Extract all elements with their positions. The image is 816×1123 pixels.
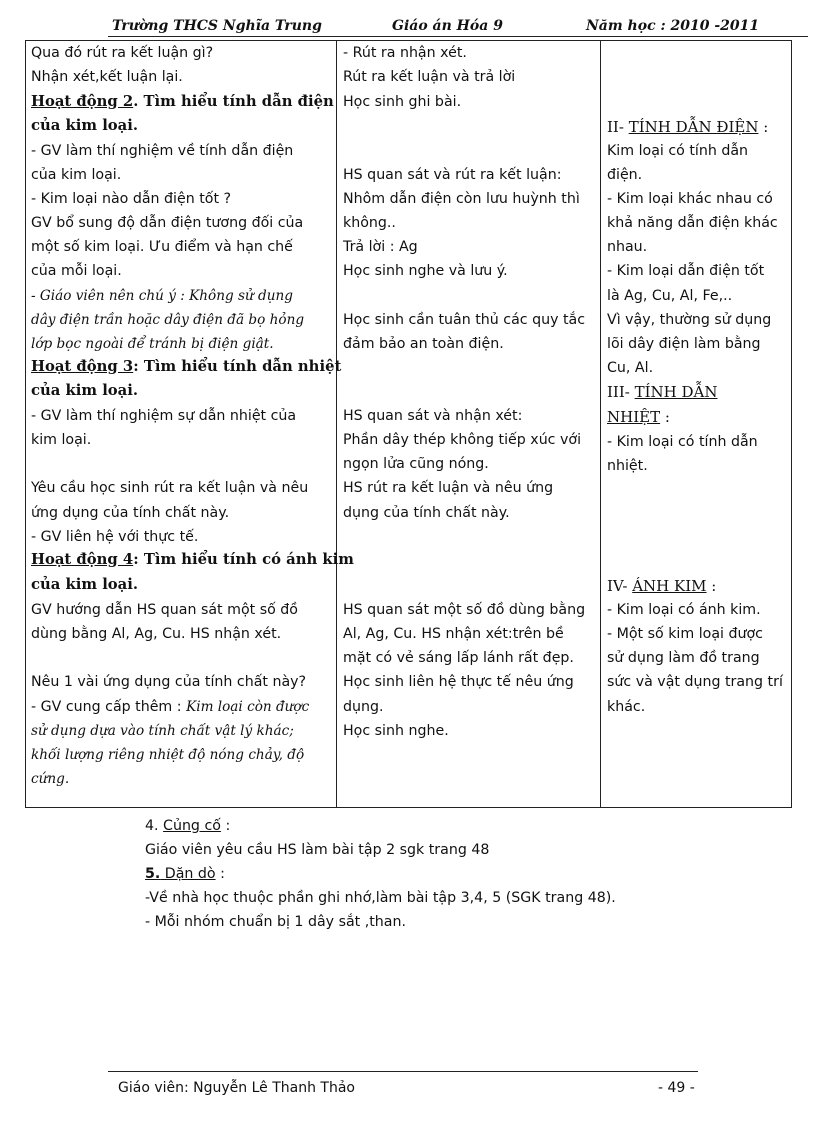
section-4-title: Củng cố	[163, 818, 221, 834]
page-number: - 49 -	[658, 1080, 695, 1096]
text-line: - Một số kim loại được	[607, 626, 763, 642]
text-line: ứng dụng của tính chất này.	[31, 505, 230, 521]
text-line: lõi dây điện làm bằng	[607, 336, 761, 352]
section-title: TÍNH DẪN	[634, 383, 718, 401]
text-line	[31, 695, 309, 719]
section-4-heading	[145, 814, 616, 838]
section-number: III-	[607, 383, 635, 401]
note-line: dây điện trần hoặc dây điện đã bọ hỏng	[31, 312, 305, 328]
text-line: - GV làm thí nghiệm sự dẫn nhiệt của	[31, 408, 297, 424]
section-title: ÁNH KIM	[632, 577, 707, 595]
text-line: Vì vậy, thường sử dụng	[607, 312, 772, 328]
text-plain: - GV cung cấp thêm :	[31, 699, 187, 715]
text-line: Nhận xét,kết luận lại.	[31, 69, 183, 85]
column-divider	[336, 41, 337, 807]
activity-label: Hoạt động 2	[31, 93, 134, 110]
text-line: kim loại.	[31, 432, 92, 448]
text-line: - Kim loại nào dẫn điện tốt ?	[31, 191, 232, 207]
activity-label: Hoạt động 3	[31, 358, 134, 375]
text-line: - Kim loại dẫn điện tốt	[607, 263, 765, 279]
section-heading-cont	[607, 405, 670, 429]
activity-heading-cont: của kim loại.	[31, 117, 139, 134]
text-line: - GV làm thí nghiệm về tính dẫn điện	[31, 143, 294, 159]
text-line: khả năng dẫn điện khác	[607, 215, 778, 231]
lesson-table	[25, 40, 792, 808]
footer-rule	[108, 1071, 698, 1072]
text-line: GV bổ sung độ dẫn điện tương đối của	[31, 215, 304, 231]
activity-heading	[31, 355, 341, 379]
section-number: IV-	[607, 577, 633, 595]
section-number: II-	[607, 118, 629, 136]
text-line: Phần dây thép không tiếp xúc với	[343, 432, 582, 448]
text-line: Nêu 1 vài ứng dụng của tính chất này?	[31, 674, 307, 690]
section-5-title: Dặn dò	[160, 866, 216, 882]
header-rule	[108, 36, 808, 37]
text-line: không..	[343, 215, 396, 231]
section-tail: :	[758, 118, 769, 136]
text-line: Cu, Al.	[607, 360, 654, 376]
activity-title: : Tìm hiểu tính có ánh kim	[133, 551, 354, 568]
section-5-heading	[145, 862, 616, 886]
text-line: - Rút ra nhận xét.	[343, 45, 467, 61]
text-line: Rút ra kết luận và trả lời	[343, 69, 516, 85]
section-tail: :	[706, 577, 717, 595]
section-5-line: -Về nhà học thuộc phần ghi nhớ,làm bài tập 3,4, 5 (SGK trang 48).	[145, 890, 616, 906]
text-line: Học sinh ghi bài.	[343, 94, 462, 110]
section-heading	[607, 380, 718, 404]
text-line: mặt có vẻ sáng lấp lánh rất đẹp.	[343, 650, 574, 666]
text-line: điện.	[607, 167, 643, 183]
text-line: của kim loại.	[31, 167, 122, 183]
text-line: Nhôm dẫn điện còn lưu huỳnh thì	[343, 191, 580, 207]
text-line: Al, Ag, Cu. HS nhận xét:trên bề	[343, 626, 564, 642]
text-line: HS quan sát một số đồ dùng bằng	[343, 602, 586, 618]
section-heading	[607, 574, 716, 598]
text-line: nhiệt.	[607, 458, 648, 474]
page-header	[108, 16, 808, 38]
column-divider	[600, 41, 601, 807]
section-4-text: Giáo viên yêu cầu HS làm bài tập 2 sgk trang 48	[145, 842, 490, 858]
activity-heading	[31, 548, 354, 572]
footer-teacher: Giáo viên: Nguyễn Lê Thanh Thảo	[118, 1080, 356, 1096]
section-5-tail: :	[215, 866, 225, 882]
text-line: Học sinh liên hệ thực tế nêu ứng	[343, 674, 574, 690]
header-school: Trường THCS Nghĩa Trung	[112, 18, 322, 34]
text-line: một số kim loại. Ưu điểm và hạn chế	[31, 239, 293, 255]
activity-heading	[31, 90, 334, 114]
text-line: dụng.	[343, 699, 384, 715]
section-title: TÍNH DẪN ĐIỆN	[628, 118, 759, 136]
text-line: Qua đó rút ra kết luận gì?	[31, 45, 214, 61]
section-4-number: 4.	[145, 818, 164, 834]
text-line: sử dụng làm đồ trang	[607, 650, 760, 666]
text-line: dụng của tính chất này.	[343, 505, 510, 521]
text-line: Trả lời : Ag	[343, 239, 418, 255]
text-line: đảm bảo an toàn điện.	[343, 336, 504, 352]
header-year: Năm học : 2010 -2011	[586, 18, 760, 34]
text-line: - Kim loại có ánh kim.	[607, 602, 761, 618]
text-line: là Ag, Cu, Al, Fe,..	[607, 288, 733, 304]
note-line: khối lượng riêng nhiệt độ nóng chảy, độ	[31, 747, 305, 763]
note-line: lớp bọc ngoài để tránh bị điện giật.	[31, 336, 274, 352]
activity-title: . Tìm hiểu tính dẫn điện	[133, 93, 334, 110]
activity-heading-cont: của kim loại.	[31, 576, 139, 593]
text-line: khác.	[607, 699, 646, 715]
section-heading	[607, 115, 768, 139]
text-line: HS quan sát và nhận xét:	[343, 408, 523, 424]
post-table-section	[145, 814, 616, 934]
note-line: sử dụng dựa vào tính chất vật lý khác;	[31, 723, 294, 739]
text-line: nhau.	[607, 239, 648, 255]
section-5-line: - Mỗi nhóm chuẩn bị 1 dây sắt ,than.	[145, 914, 406, 930]
section-4-tail: :	[220, 818, 231, 834]
text-line: - Kim loại khác nhau có	[607, 191, 773, 207]
text-line: GV hướng dẫn HS quan sát một số đồ	[31, 602, 298, 618]
activity-title: : Tìm hiểu tính dẫn nhiệt	[133, 358, 342, 375]
section-tail: :	[660, 408, 670, 426]
activity-heading-cont: của kim loại.	[31, 382, 139, 399]
text-line: dùng bằng Al, Ag, Cu. HS nhận xét.	[31, 626, 282, 642]
note-line: cứng.	[31, 771, 70, 787]
section-5-number: 5.	[145, 866, 161, 882]
section-title: NHIỆT	[607, 408, 661, 426]
text-line: Yêu cầu học sinh rút ra kết luận và nêu	[31, 480, 309, 496]
text-line: - Kim loại có tính dẫn	[607, 434, 758, 450]
text-line: Học sinh nghe.	[343, 723, 449, 739]
text-line: sức và vật dụng trang trí	[607, 674, 783, 690]
text-line: Học sinh nghe và lưu ý.	[343, 263, 508, 279]
text-line: HS rút ra kết luận và nêu ứng	[343, 480, 554, 496]
text-line: Học sinh cần tuân thủ các quy tắc	[343, 312, 586, 328]
text-line: ngọn lửa cũng nóng.	[343, 456, 489, 472]
text-line: Kim loại có tính dẫn	[607, 143, 749, 159]
text-italic: Kim loại còn được	[186, 699, 310, 715]
text-line: HS quan sát và rút ra kết luận:	[343, 167, 562, 183]
header-title: Giáo án Hóa 9	[392, 18, 503, 34]
note-line: - Giáo viên nên chú ý : Không sử dụng	[31, 288, 293, 304]
activity-label: Hoạt động 4	[31, 551, 134, 568]
text-line: - GV liên hệ với thực tế.	[31, 529, 199, 545]
text-line: của mỗi loại.	[31, 263, 122, 279]
